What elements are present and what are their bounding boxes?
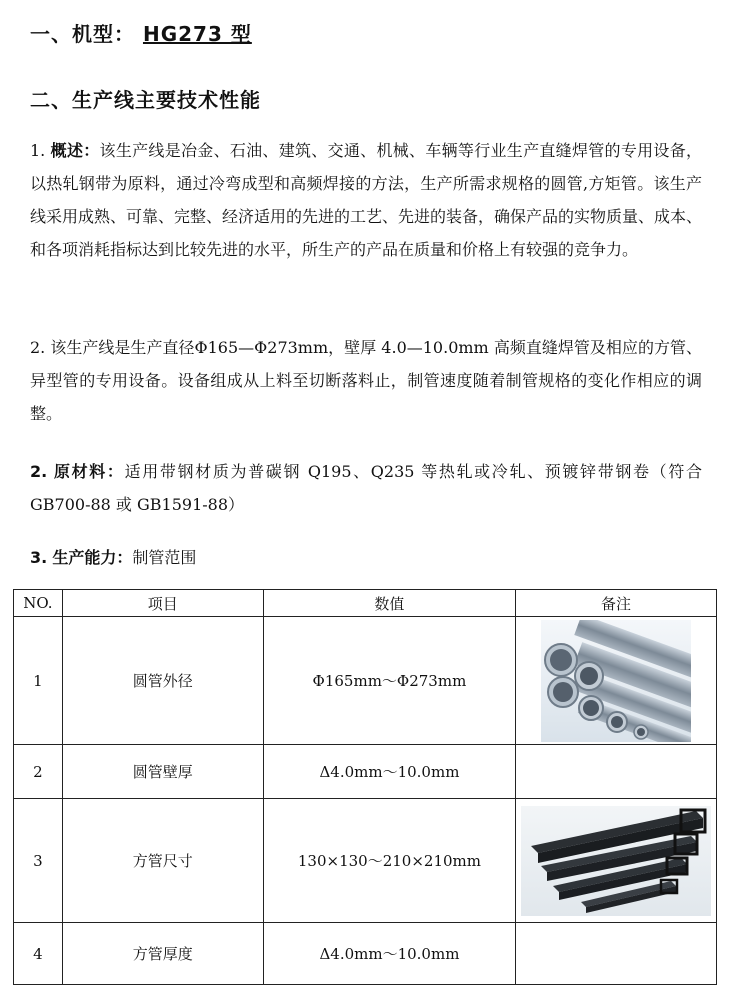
row-value: Φ165mm～Φ273mm	[263, 617, 515, 745]
row-value: Δ4.0mm～10.0mm	[263, 745, 515, 799]
para3-number: 2.	[30, 462, 48, 481]
table-row	[14, 799, 717, 923]
para2-text: 2. 该生产线是生产直径Φ165—Φ273mm，壁厚 4.0—10.0mm 高频直缝焊管及相应的方管、异型管的专用设备。设备组成从上料至切断落料止，制管速度随着制管规格的变化作相应的调整。	[30, 338, 702, 423]
para1-number: 1.	[30, 141, 46, 160]
header-no: NO.	[14, 590, 63, 617]
table-row	[14, 745, 717, 799]
row-remark	[516, 617, 717, 745]
heading-model-prefix: 一、机型：	[30, 22, 135, 46]
para1-label: 概述：	[50, 141, 100, 160]
row-no: 2	[14, 745, 63, 799]
row-item: 圆管壁厚	[62, 745, 263, 799]
row-item: 方管尺寸	[62, 799, 263, 923]
round-pipes-photo	[541, 620, 691, 742]
model-name: HG273 型	[142, 22, 252, 46]
row-no: 3	[14, 799, 63, 923]
row-item: 圆管外径	[62, 617, 263, 745]
header-remark: 备注	[516, 590, 717, 617]
row-remark	[516, 923, 717, 985]
para3-text: 适用带钢材质为普碳钢 Q195、Q235 等热轧或冷轧、预镀锌带钢卷（符合 GB700-88 或 GB1591-88）	[30, 462, 702, 514]
para1-text: 该生产线是冶金、石油、建筑、交通、机械、车辆等行业生产直缝焊管的专用设备，以热轧钢带为原料，通过冷弯成型和高频焊接的方法，生产所需求规格的圆管,方矩管。该生产线采用成熟、可靠、完整、经济适用的先进的工艺、先进的装备，确保产品的实物质量、成本、和各项消耗指标达到比较先进的水平，所生产的产品在质量和价格上有较强的竞争力。	[30, 141, 703, 259]
paragraph-materials	[30, 455, 702, 521]
row-no: 4	[14, 923, 63, 985]
table-row	[14, 923, 717, 985]
para3-label: 原材料：	[53, 462, 125, 481]
row-remark	[516, 745, 717, 799]
paragraph-overview	[30, 134, 702, 266]
heading-model	[30, 18, 252, 47]
square-pipes-photo	[521, 806, 711, 916]
spec-table	[13, 589, 717, 985]
row-no: 1	[14, 617, 63, 745]
paragraph-capacity	[30, 541, 702, 574]
heading-performance: 二、生产线主要技术性能	[30, 88, 261, 112]
para4-text: 制管范围	[132, 548, 197, 567]
row-value: Δ4.0mm～10.0mm	[263, 923, 515, 985]
header-value: 数值	[263, 590, 515, 617]
para4-label: 生产能力：	[52, 548, 133, 567]
header-item: 项目	[62, 590, 263, 617]
table-header-row	[14, 590, 717, 617]
row-remark	[516, 799, 717, 923]
paragraph-specs	[30, 331, 702, 430]
table-row	[14, 617, 717, 745]
row-value: 130×130～210×210mm	[263, 799, 515, 923]
para4-number: 3.	[30, 548, 48, 567]
row-item: 方管厚度	[62, 923, 263, 985]
